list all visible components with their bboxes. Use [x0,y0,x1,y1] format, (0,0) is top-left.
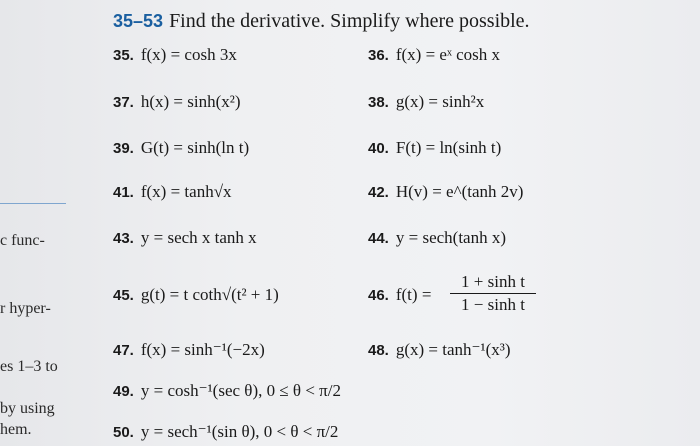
problem-40 [368,138,501,158]
problem-expression: H(v) = e^(tanh 2v) [395,182,524,201]
problem-expression: g(t) = t coth√(t² + 1) [140,285,279,304]
problem-number: 43. [113,230,134,247]
problem-expression: f(x) = eˣ cosh x [395,45,501,64]
exercise-heading [113,10,530,33]
fraction-denominator: 1 − sinh t [461,295,525,314]
problem-number: 47. [113,342,134,359]
problem-47 [113,340,265,360]
problem-expression: f(x) = cosh 3x [140,45,237,64]
problem-expression: f(t) = [395,285,432,304]
margin-divider [0,203,66,204]
problem-38 [368,92,484,112]
problem-41 [113,182,232,202]
problem-number: 39. [113,140,134,157]
problem-number: 50. [113,424,134,441]
exercise-instruction: Find the derivative. Simplify where possible. [169,10,530,32]
problem-number: 44. [368,230,389,247]
problem-expression: y = cosh⁻¹(sec θ), 0 ≤ θ < π/2 [140,381,341,400]
problem-number: 40. [368,140,389,157]
problem-number: 35. [113,47,134,64]
problem-expression: y = sech⁻¹(sin θ), 0 < θ < π/2 [140,422,339,441]
exercise-range: 35–53 [113,11,164,31]
problem-35 [113,45,237,65]
problem-number: 38. [368,94,389,111]
problem-expression: F(t) = ln(sinh t) [395,138,502,157]
problem-number: 41. [113,184,134,201]
problem-number: 49. [113,383,134,400]
margin-text-1: c func- [0,232,45,249]
problem-expression: g(x) = tanh⁻¹(x³) [395,340,511,359]
problem-37 [113,92,241,112]
problem-number: 48. [368,342,389,359]
problem-expression: f(x) = sinh⁻¹(−2x) [140,340,265,359]
problem-46 [368,285,431,305]
fraction-bar [450,293,536,294]
problem-number: 46. [368,287,389,304]
problem-expression: G(t) = sinh(ln t) [140,138,250,157]
problem-expression: y = sech(tanh x) [395,228,506,247]
problem-48 [368,340,511,360]
problem-45 [113,285,279,305]
problem-expression: f(x) = tanh√x [140,182,232,201]
margin-text-3: es 1–3 to [0,358,58,375]
problem-expression: y = sech x tanh x [140,228,257,247]
problem-42 [368,182,523,202]
problem-44 [368,228,506,248]
problem-number: 37. [113,94,134,111]
fraction-numerator: 1 + sinh t [461,272,525,291]
problem-number: 45. [113,287,134,304]
margin-text-4: by using [0,400,55,417]
problem-expression: h(x) = sinh(x²) [140,92,241,111]
problem-number: 36. [368,47,389,64]
fraction-46 [450,272,536,315]
margin-text-2: r hyper- [0,300,51,317]
problem-expression: g(x) = sinh²x [395,92,485,111]
margin-text-5: hem. [0,421,32,438]
problem-39 [113,138,249,158]
problem-50 [113,422,338,442]
problem-number: 42. [368,184,389,201]
problem-49 [113,381,341,401]
problem-43 [113,228,257,248]
problem-36 [368,45,500,65]
